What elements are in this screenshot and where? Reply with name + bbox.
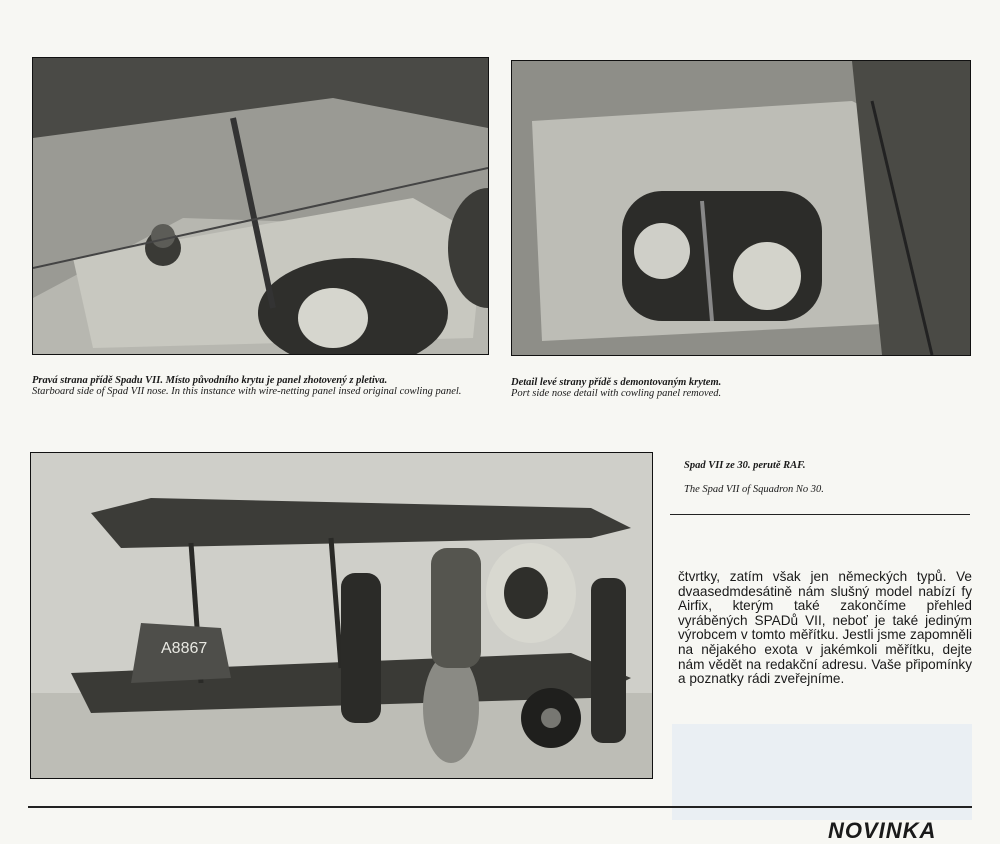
side-rule [670, 514, 970, 515]
side-caption-en: The Spad VII of Squadron No 30. [684, 484, 824, 495]
caption-port-nose [511, 377, 971, 399]
side-caption-cz: Spad VII ze 30. perutě RAF. [684, 460, 806, 471]
photo-spad-squadron [30, 452, 653, 779]
photo-port-nose [511, 60, 971, 356]
caption-en: Port side nose detail with cowling panel removed. [511, 388, 722, 399]
novinka-heading: NOVINKA [828, 818, 937, 843]
footer-rule [28, 806, 972, 808]
article-body-text: čtvrtky, zatím však jen německých typů. Ve dvaasedmdesátině nám slušný model nabízí fy Airfix, kterým také zakončíme přehled vyráběných SPADů VII, neboť je také jediným výrobcem v tomto měřítku. Jestli jsme zapomněli na nějakého exota v jakémkoli měřítku, dejte nám vědět na redakční adresu. Vaše připomínky a poznatky rádi zveřejníme. [678, 569, 972, 687]
caption-starboard-nose [32, 375, 492, 397]
caption-cz: Pravá strana přídě Spadu VII. Místo původního krytu je panel zhotovený z pletiva. [32, 375, 388, 386]
serial-marking: A8867 [161, 640, 208, 657]
caption-cz: Detail levé strany přídě s demontovaným krytem. [511, 377, 722, 388]
photo-starboard-nose [32, 57, 489, 355]
caption-en: Starboard side of Spad VII nose. In this instance with wire-netting panel insed original cowling panel. [32, 386, 462, 397]
